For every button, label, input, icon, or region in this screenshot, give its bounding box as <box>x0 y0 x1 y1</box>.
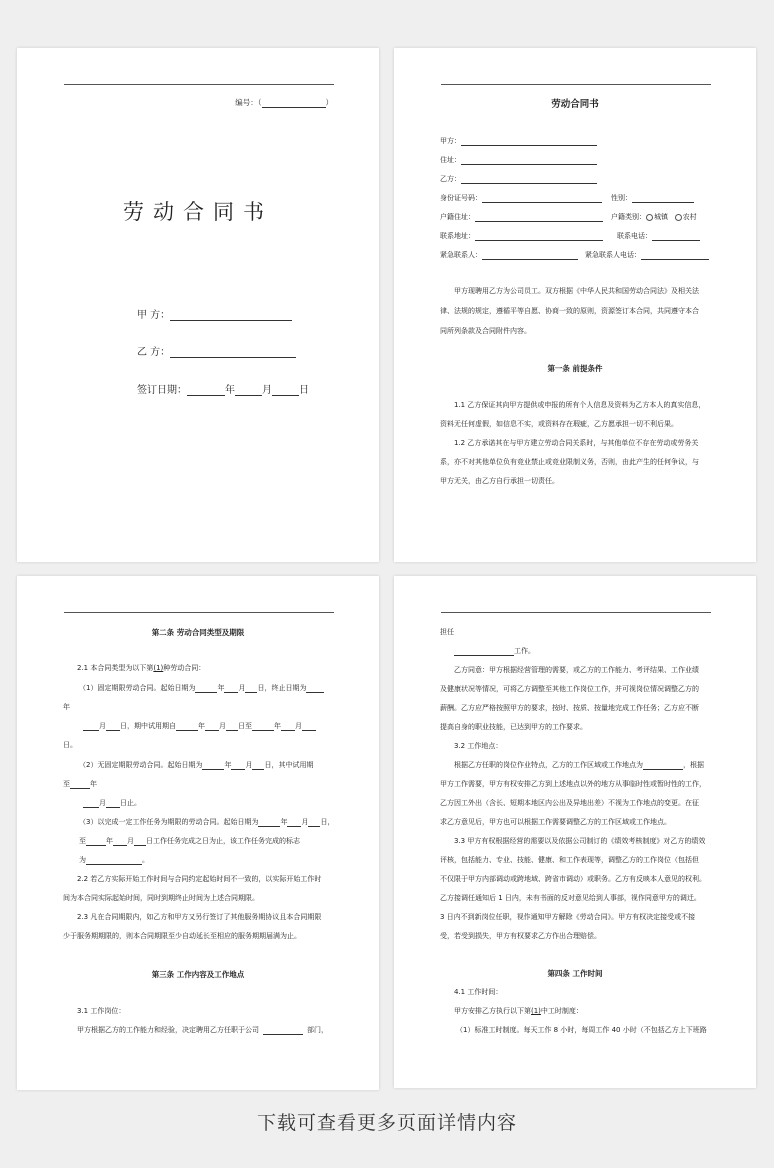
sign-date-label: 签订日期： <box>137 385 187 396</box>
contract-number-close: ） <box>325 98 333 107</box>
clause-line: 甲方工作需要，甲方有权安排乙方到上述地点以外的地方从事临时性或暂时性的工作， <box>440 780 706 788</box>
clause-line: 乙方因工外出（含长、短期本地区内公出及异地出差）不视为工作地点的变更。在征 <box>440 799 699 807</box>
clause-line <box>79 683 324 693</box>
intro-line: 同所列条款及合同附件内容。 <box>440 327 531 335</box>
text: 日工作任务完成之日为止，该工作任务完成的标志 <box>146 837 300 845</box>
text: 根据乙方任职的岗位作业特点，乙方的工作区域或工作地点为 <box>454 761 643 769</box>
text: 年 <box>274 722 281 730</box>
clause-line: 不仅限于甲方内部调动或跨地域、跨省市调动）或职务。乙方有反映本人意见的权利。 <box>440 875 706 883</box>
header-rule <box>441 84 711 85</box>
party-b-blank <box>170 348 296 358</box>
text: 年 <box>280 818 288 826</box>
clause-line <box>79 817 334 827</box>
year-blank <box>187 386 225 396</box>
intro-line: 甲方现聘用乙方为公司员工。双方根据《中华人民共和国劳动合同法》及相关法 <box>454 287 699 295</box>
text: 中工时制度： <box>540 1007 583 1015</box>
field-address <box>440 155 597 165</box>
town-label: 城镇 <box>654 213 668 221</box>
clause-line: 2.3 凡在合同期限内，如乙方和甲方又另行签订了其他服务期协议且本合同期限 <box>77 913 322 921</box>
text: 。 <box>142 856 149 864</box>
party-a-label: 甲 方： <box>137 310 171 321</box>
clause-line <box>77 663 205 673</box>
blank <box>83 798 99 808</box>
field-id-no <box>440 193 602 203</box>
blank <box>226 721 238 731</box>
clause-line: 3.3 甲方有权根据经营的需要以及依据公司制订的《绩效考核制度》对乙方的绩效 <box>454 837 706 845</box>
blank <box>281 721 295 731</box>
text: 月 <box>99 722 106 730</box>
party-a-blank <box>170 311 292 321</box>
field-emergency-phone <box>585 250 709 260</box>
choice-value: (1) <box>153 664 164 672</box>
page-title: 劳动合同书 <box>551 99 599 110</box>
text: 月 <box>301 818 309 826</box>
clause-line: 年 <box>63 703 70 711</box>
text: 至 <box>79 837 86 845</box>
contract-number-label: 编号：（ <box>235 98 262 107</box>
blank <box>205 721 219 731</box>
field-blank <box>461 155 597 165</box>
field-label: 紧急联系人： <box>440 251 482 259</box>
blank <box>252 721 274 731</box>
field-blank <box>475 212 603 222</box>
clause-line <box>77 1025 328 1035</box>
field-contact-phone <box>617 231 700 241</box>
rural-label: 农村 <box>682 213 697 221</box>
clause-line: 薪酬。乙方应严格按照甲方的要求，按时、按质、按量地完成工作任务；乙方应不断 <box>440 704 699 712</box>
blank <box>134 836 146 846</box>
field-blank <box>461 174 597 184</box>
month-blank <box>235 386 262 396</box>
text: 日，期中试用期自 <box>120 722 176 730</box>
text: （3）以完成一定工作任务为期限的劳动合同。起始日期为 <box>79 818 259 826</box>
text: 月 <box>127 837 134 845</box>
text: ，根据 <box>683 761 704 769</box>
blank <box>106 798 120 808</box>
blank <box>643 760 683 770</box>
text: 日至 <box>238 722 252 730</box>
field-emergency-contact <box>440 250 578 260</box>
blank <box>252 760 264 770</box>
text: 月 <box>219 722 226 730</box>
blank <box>83 721 99 731</box>
field-blank <box>461 136 597 146</box>
text: 月 <box>245 761 253 769</box>
blank <box>70 779 90 789</box>
year-label: 年 <box>225 385 235 396</box>
cover-sign-date <box>137 381 309 396</box>
field-hukou <box>440 212 603 222</box>
field-label: 户籍类别： <box>611 213 646 221</box>
clause-line <box>83 798 141 808</box>
blank <box>302 721 316 731</box>
blank <box>454 646 514 656</box>
day-label: 日 <box>299 385 309 396</box>
clause-line: 日。 <box>63 741 77 749</box>
text: 年 <box>106 837 113 845</box>
cover-page <box>17 48 379 562</box>
download-caption: 下载可查看更多页面详情内容 <box>256 1112 517 1134</box>
field-label: 性别： <box>611 194 632 202</box>
blank <box>287 817 301 827</box>
field-label: 户籍住址： <box>440 213 475 221</box>
text: 年 <box>198 722 205 730</box>
field-label: 甲方： <box>440 137 461 145</box>
text: 甲方根据乙方的工作能力和经验，决定聘用乙方任职于公司 <box>77 1026 259 1034</box>
header-rule <box>64 84 334 85</box>
clause-line: 3.2 工作地点： <box>454 742 503 750</box>
text: 年 <box>90 780 97 788</box>
cover-party-a <box>137 306 292 321</box>
contract-page-3 <box>17 576 379 1090</box>
clause-line: 3.1 工作岗位： <box>77 1007 126 1015</box>
header-rule <box>441 612 711 613</box>
blank <box>258 817 280 827</box>
clause-line: 资料无任何虚假，如信息不实，或资料存在瑕疵，乙方愿承担一切不利后果。 <box>440 420 678 428</box>
cover-title: 劳动合同书 <box>123 200 273 224</box>
clause-line: 乙方接调任通知后 1 日内，未有书面的反对意见给到人事部，视作同意甲方的调迁。 <box>440 894 701 902</box>
text: 甲方安排乙方执行以下第 <box>454 1007 531 1015</box>
clause-line: 1.2 乙方承诺其在与甲方建立劳动合同关系时，与其他单位不存在劳动或劳务关 <box>454 439 699 447</box>
clause-line <box>79 836 300 846</box>
blank <box>106 721 120 731</box>
field-blank <box>475 231 603 241</box>
blank <box>308 817 320 827</box>
blank <box>263 1025 303 1035</box>
clause-line: 及健康状况等情况，可将乙方调整至其他工作岗位工作，并可视岗位情况调整乙方的 <box>440 685 699 693</box>
field-blank <box>482 250 578 260</box>
town-checkbox[interactable] <box>646 214 653 221</box>
text: 月 <box>99 799 106 807</box>
field-party-a <box>440 136 597 146</box>
text: 至 <box>63 780 70 788</box>
clause-line: 评核，包括能力、专业、技能、健康、和工作表现等，调整乙方的工作岗位（包括但 <box>440 856 699 864</box>
clause-line: 甲方无关，由乙方自行承担一切责任。 <box>440 477 559 485</box>
text: 日，终止日期为 <box>257 684 307 692</box>
clause-line: 担任 <box>440 628 454 636</box>
clause-line <box>63 779 97 789</box>
intro-line: 律、法规的规定，遵循平等自愿、协商一致的原则，资源签订本合同，共同遵守本合 <box>440 307 699 315</box>
field-label: 联系地址： <box>440 232 475 240</box>
blank <box>86 855 142 865</box>
rural-checkbox[interactable] <box>675 214 682 221</box>
clause-line <box>454 760 704 770</box>
text: 工作。 <box>514 647 535 655</box>
article-1-title: 第一条 前提条件 <box>547 364 603 373</box>
field-gender <box>611 193 694 203</box>
contract-number-blank <box>262 98 326 108</box>
blank <box>306 683 324 693</box>
day-blank <box>272 386 299 396</box>
blank <box>113 836 127 846</box>
text: 为 <box>79 856 86 864</box>
field-label: 住址： <box>440 156 461 164</box>
text: 日止。 <box>120 799 141 807</box>
clause-line <box>79 855 149 865</box>
article-4-title: 第四条 工作时间 <box>547 969 603 978</box>
text: 日，其中试用期 <box>264 761 314 769</box>
clause-line: 提高自身的职业技能，已达到甲方的工作要求。 <box>440 723 587 731</box>
text: 种劳动合同： <box>163 664 206 672</box>
text: 年 <box>217 684 225 692</box>
clause-line: 4.1 工作时间： <box>454 988 503 996</box>
field-label: 乙方： <box>440 175 461 183</box>
text: （1）固定期限劳动合同。起始日期为 <box>79 684 196 692</box>
clause-line <box>454 646 535 656</box>
field-blank <box>632 193 694 203</box>
blank <box>86 836 106 846</box>
clause-line: 2.2 若乙方实际开始工作时间与合同约定起始时间不一致的，以实际开始工作时 <box>77 875 322 883</box>
contract-page-4 <box>394 576 756 1088</box>
field-label: 紧急联系人电话： <box>585 251 641 259</box>
header-rule <box>64 612 334 613</box>
field-blank <box>482 193 602 203</box>
clause-line: 间为本合同实际起始时间，同时到期终止时间为上述合同期限。 <box>63 894 259 902</box>
text: 月 <box>238 684 246 692</box>
clause-line: 求乙方意见后，甲方也可以根据工作需要调整乙方的工作区域或工作地点。 <box>440 818 671 826</box>
text: 日， <box>320 818 335 826</box>
clause-line <box>79 760 313 770</box>
clause-line: 3 日内不到新岗位任职，视作通知甲方解除《劳动合同》。甲方有权决定接受或不接 <box>440 913 696 921</box>
text: （2）无固定期限劳动合同。起始日期为 <box>79 761 203 769</box>
text: 月 <box>295 722 302 730</box>
text: 2.1 本合同类型为以下第 <box>77 664 154 672</box>
clause-line: 系，亦不对其他单位负有竞业禁止或竞业限制义务，否则，由此产生的任何争议，与 <box>440 458 699 466</box>
article-2-title: 第二条 劳动合同类型及期限 <box>151 628 245 637</box>
clause-line <box>83 721 316 731</box>
article-3-title: 第三条 工作内容及工作地点 <box>151 970 245 979</box>
blank <box>224 683 238 693</box>
clause-line: 乙方同意：甲方根据经营管理的需要，或乙方的工作能力、考评结果、工作业绩 <box>454 666 699 674</box>
text: 部门， <box>307 1026 328 1034</box>
choice-value: (1) <box>531 1007 541 1015</box>
text: 年 <box>224 761 232 769</box>
contract-page-2 <box>394 48 756 562</box>
contract-number <box>235 97 333 108</box>
cover-party-b <box>137 343 296 358</box>
field-contact-address <box>440 231 603 241</box>
blank <box>231 760 245 770</box>
field-label: 联系电话： <box>617 232 652 240</box>
field-label: 身份证号码： <box>440 194 482 202</box>
clause-line: 1.1 乙方保证其向甲方提供或申报的所有个人信息及资料为乙方本人的真实信息， <box>454 401 706 409</box>
blank <box>245 683 257 693</box>
blank <box>202 760 224 770</box>
field-hukou-type <box>611 212 697 222</box>
party-b-label: 乙 方： <box>137 347 171 358</box>
month-label: 月 <box>262 385 272 396</box>
clause-line: 少于服务期期限的，则本合同期限至少自动延长至相应的服务期期届满为止。 <box>63 932 301 940</box>
clause-line: （1）标准工时制度。每天工作 8 小时，每周工作 40 小时（不包括乙方上下班路 <box>456 1026 707 1034</box>
blank <box>195 683 217 693</box>
field-party-b <box>440 174 597 184</box>
field-blank <box>641 250 709 260</box>
clause-line <box>454 1006 583 1016</box>
clause-line: 受，若受到损失，甲方有权要求乙方作出合理赔偿。 <box>440 932 601 940</box>
blank <box>176 721 198 731</box>
field-blank <box>652 231 700 241</box>
